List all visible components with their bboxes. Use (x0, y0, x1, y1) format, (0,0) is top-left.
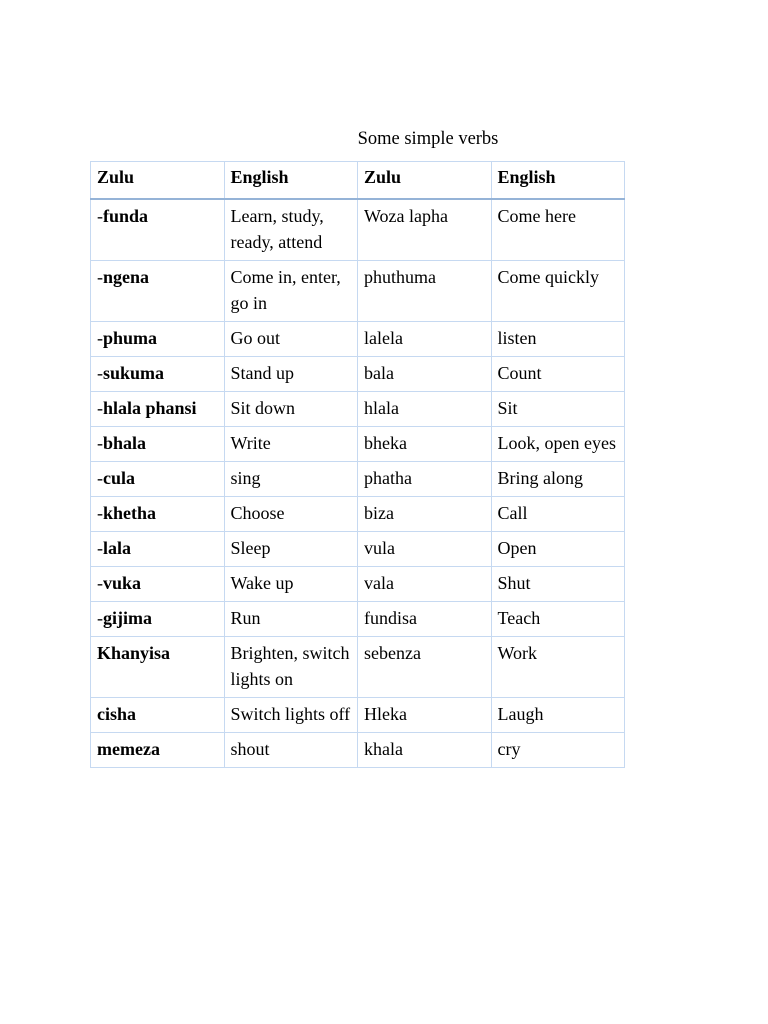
cell-zulu-phrase: vula (358, 532, 492, 567)
cell-zulu-phrase: lalela (358, 322, 492, 357)
table-row (91, 532, 625, 567)
cell-zulu-verb (91, 698, 225, 733)
table-header-row (91, 162, 625, 200)
verb-prefix-dash: - (97, 503, 103, 523)
verb-text: lala (103, 538, 132, 558)
cell-english-meaning: Sleep (224, 532, 358, 567)
cell-english-meaning-2: Come here (491, 199, 625, 261)
verb-text: funda (103, 206, 149, 226)
cell-zulu-verb (91, 357, 225, 392)
cell-english-meaning: Wake up (224, 567, 358, 602)
table-row (91, 261, 625, 322)
cell-english-meaning: Go out (224, 322, 358, 357)
verb-prefix-dash: - (97, 468, 103, 488)
verb-prefix-dash: - (97, 398, 103, 418)
verbs-table (90, 161, 625, 768)
verb-text: hlala phansi (103, 398, 197, 418)
verb-text: cula (103, 468, 136, 488)
cell-zulu-phrase: phatha (358, 462, 492, 497)
cell-zulu-phrase: biza (358, 497, 492, 532)
cell-english-meaning-2: Teach (491, 602, 625, 637)
verbs-table-body (91, 199, 625, 768)
verb-text: memeza (97, 739, 160, 759)
cell-english-meaning: Write (224, 427, 358, 462)
cell-zulu-verb (91, 497, 225, 532)
cell-english-meaning-2: listen (491, 322, 625, 357)
verb-text: khetha (103, 503, 157, 523)
cell-zulu-verb (91, 567, 225, 602)
cell-english-meaning-2: Open (491, 532, 625, 567)
table-row (91, 567, 625, 602)
cell-zulu-phrase: vala (358, 567, 492, 602)
cell-zulu-verb (91, 733, 225, 768)
cell-zulu-verb (91, 602, 225, 637)
cell-english-meaning: Sit down (224, 392, 358, 427)
verb-prefix-dash: - (97, 267, 103, 287)
verb-prefix-dash: - (97, 433, 103, 453)
cell-english-meaning-2: Sit (491, 392, 625, 427)
verb-text: ngena (103, 267, 150, 287)
cell-zulu-phrase: phuthuma (358, 261, 492, 322)
verb-text: cisha (97, 704, 137, 724)
cell-english-meaning: Learn, study, ready, attend (224, 199, 358, 261)
cell-zulu-phrase: fundisa (358, 602, 492, 637)
cell-zulu-verb (91, 199, 225, 261)
cell-zulu-phrase: bheka (358, 427, 492, 462)
page-title: Some simple verbs (357, 129, 499, 149)
cell-zulu-verb (91, 637, 225, 698)
cell-english-meaning-2: Shut (491, 567, 625, 602)
cell-english-meaning-2: cry (491, 733, 625, 768)
cell-english-meaning-2: Count (491, 357, 625, 392)
cell-english-meaning: shout (224, 733, 358, 768)
verb-text: Khanyisa (97, 643, 171, 663)
cell-zulu-verb (91, 322, 225, 357)
cell-zulu-phrase: khala (358, 733, 492, 768)
cell-english-meaning-2: Laugh (491, 698, 625, 733)
table-row (91, 602, 625, 637)
cell-english-meaning: Switch lights off (224, 698, 358, 733)
verb-text: vuka (103, 573, 142, 593)
table-row (91, 462, 625, 497)
cell-english-meaning-2: Look, open eyes (491, 427, 625, 462)
header-zulu-2: Zulu (358, 162, 492, 200)
cell-english-meaning-2: Come quickly (491, 261, 625, 322)
cell-zulu-verb (91, 392, 225, 427)
cell-english-meaning: sing (224, 462, 358, 497)
header-english-1: English (224, 162, 358, 200)
verb-text: phuma (103, 328, 158, 348)
table-row (91, 322, 625, 357)
table-row (91, 199, 625, 261)
cell-zulu-phrase: Woza lapha (358, 199, 492, 261)
cell-english-meaning: Choose (224, 497, 358, 532)
table-row (91, 497, 625, 532)
table-row (91, 637, 625, 698)
verb-prefix-dash: - (97, 573, 103, 593)
cell-zulu-phrase: sebenza (358, 637, 492, 698)
verb-prefix-dash: - (97, 608, 103, 628)
table-row (91, 427, 625, 462)
verb-prefix-dash: - (97, 363, 103, 383)
verb-text: sukuma (103, 363, 165, 383)
table-row (91, 392, 625, 427)
verb-prefix-dash: - (97, 206, 103, 226)
verb-text: gijima (103, 608, 152, 628)
cell-zulu-verb (91, 532, 225, 567)
header-zulu-1: Zulu (91, 162, 225, 200)
cell-english-meaning-2: Work (491, 637, 625, 698)
cell-zulu-verb (91, 427, 225, 462)
table-row (91, 357, 625, 392)
cell-zulu-phrase: Hleka (358, 698, 492, 733)
cell-english-meaning: Stand up (224, 357, 358, 392)
table-row (91, 698, 625, 733)
cell-english-meaning-2: Call (491, 497, 625, 532)
cell-english-meaning: Come in, enter, go in (224, 261, 358, 322)
cell-english-meaning-2: Bring along (491, 462, 625, 497)
cell-english-meaning: Run (224, 602, 358, 637)
verb-prefix-dash: - (97, 328, 103, 348)
cell-zulu-phrase: hlala (358, 392, 492, 427)
cell-zulu-verb (91, 462, 225, 497)
table-row (91, 733, 625, 768)
cell-zulu-phrase: bala (358, 357, 492, 392)
cell-english-meaning: Brighten, switch lights on (224, 637, 358, 698)
verb-prefix-dash: - (97, 538, 103, 558)
cell-zulu-verb (91, 261, 225, 322)
header-english-2: English (491, 162, 625, 200)
verb-text: bhala (103, 433, 147, 453)
